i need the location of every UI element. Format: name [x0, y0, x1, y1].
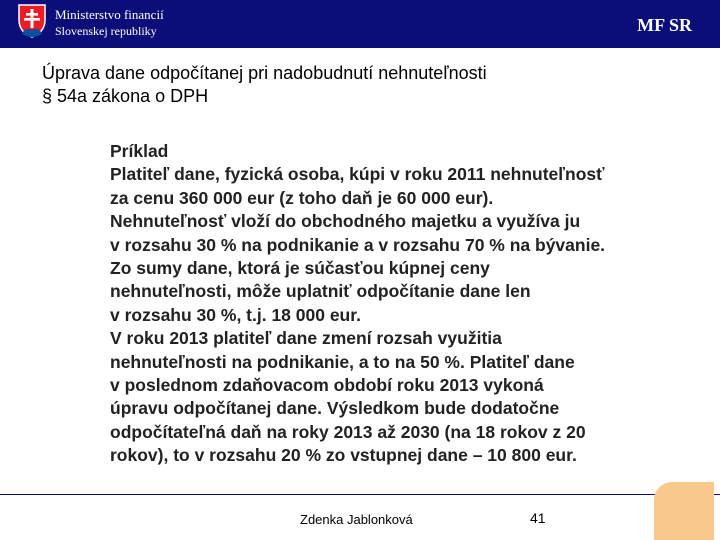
body-line: rokov), to v rozsahu 20 % zo vstupnej dane – 10 800 eur. [110, 445, 577, 466]
footer-accent-box [654, 482, 714, 540]
body-line: v rozsahu 30 % na podnikanie a v rozsahu 70 % na bývanie. [110, 234, 606, 255]
body-line: Platiteľ dane, fyzická osoba, kúpi v roku 2011 nehnuteľnosť [110, 164, 605, 185]
coat-of-arms-icon [18, 4, 46, 38]
page-number: 41 [530, 510, 546, 526]
body-line: za cenu 360 000 eur (z toho daň je 60 000 eur). [110, 187, 494, 208]
ministry-line-1: Ministerstvo financií [55, 7, 164, 22]
ministry-line-2: Slovenskej republiky [55, 24, 157, 38]
body-line: V roku 2013 platiteľ dane zmení rozsah využitia [110, 328, 502, 349]
footer-divider [0, 494, 720, 495]
body-line: nehnuteľnosti, môže uplatniť odpočítanie dane len [110, 281, 531, 302]
body-line: Zo sumy dane, ktorá je súčasťou kúpnej ceny [110, 258, 490, 279]
slide-title [42, 62, 682, 108]
body-line: v rozsahu 30 %, t.j. 18 000 eur. [110, 304, 361, 325]
footer-author: Zdenka Jablonková [300, 512, 413, 527]
body-line: úpravu odpočítanej dane. Výsledkom bude dodatočne [110, 398, 560, 419]
body-line: Príklad [110, 141, 169, 161]
header-bar [0, 0, 720, 48]
title-line-2: § 54a zákona o DPH [42, 86, 209, 106]
body-line: nehnuteľnosti na podnikanie, a to na 50 %. Platiteľ dane [110, 351, 575, 372]
body-line: odpočítateľná daň na roky 2013 až 2030 (na 18 rokov z 20 [110, 421, 586, 442]
body-line: Nehnuteľnosť vloží do obchodného majetku a využíva ju [110, 211, 581, 232]
ministry-name [55, 6, 164, 40]
body-line: v poslednom zdaňovacom období roku 2013 vykoná [110, 375, 544, 396]
title-line-1: Úprava dane odpočítanej pri nadobudnutí nehnuteľnosti [42, 63, 487, 83]
brand-label: MF SR [637, 15, 692, 35]
slide-body [110, 140, 700, 468]
